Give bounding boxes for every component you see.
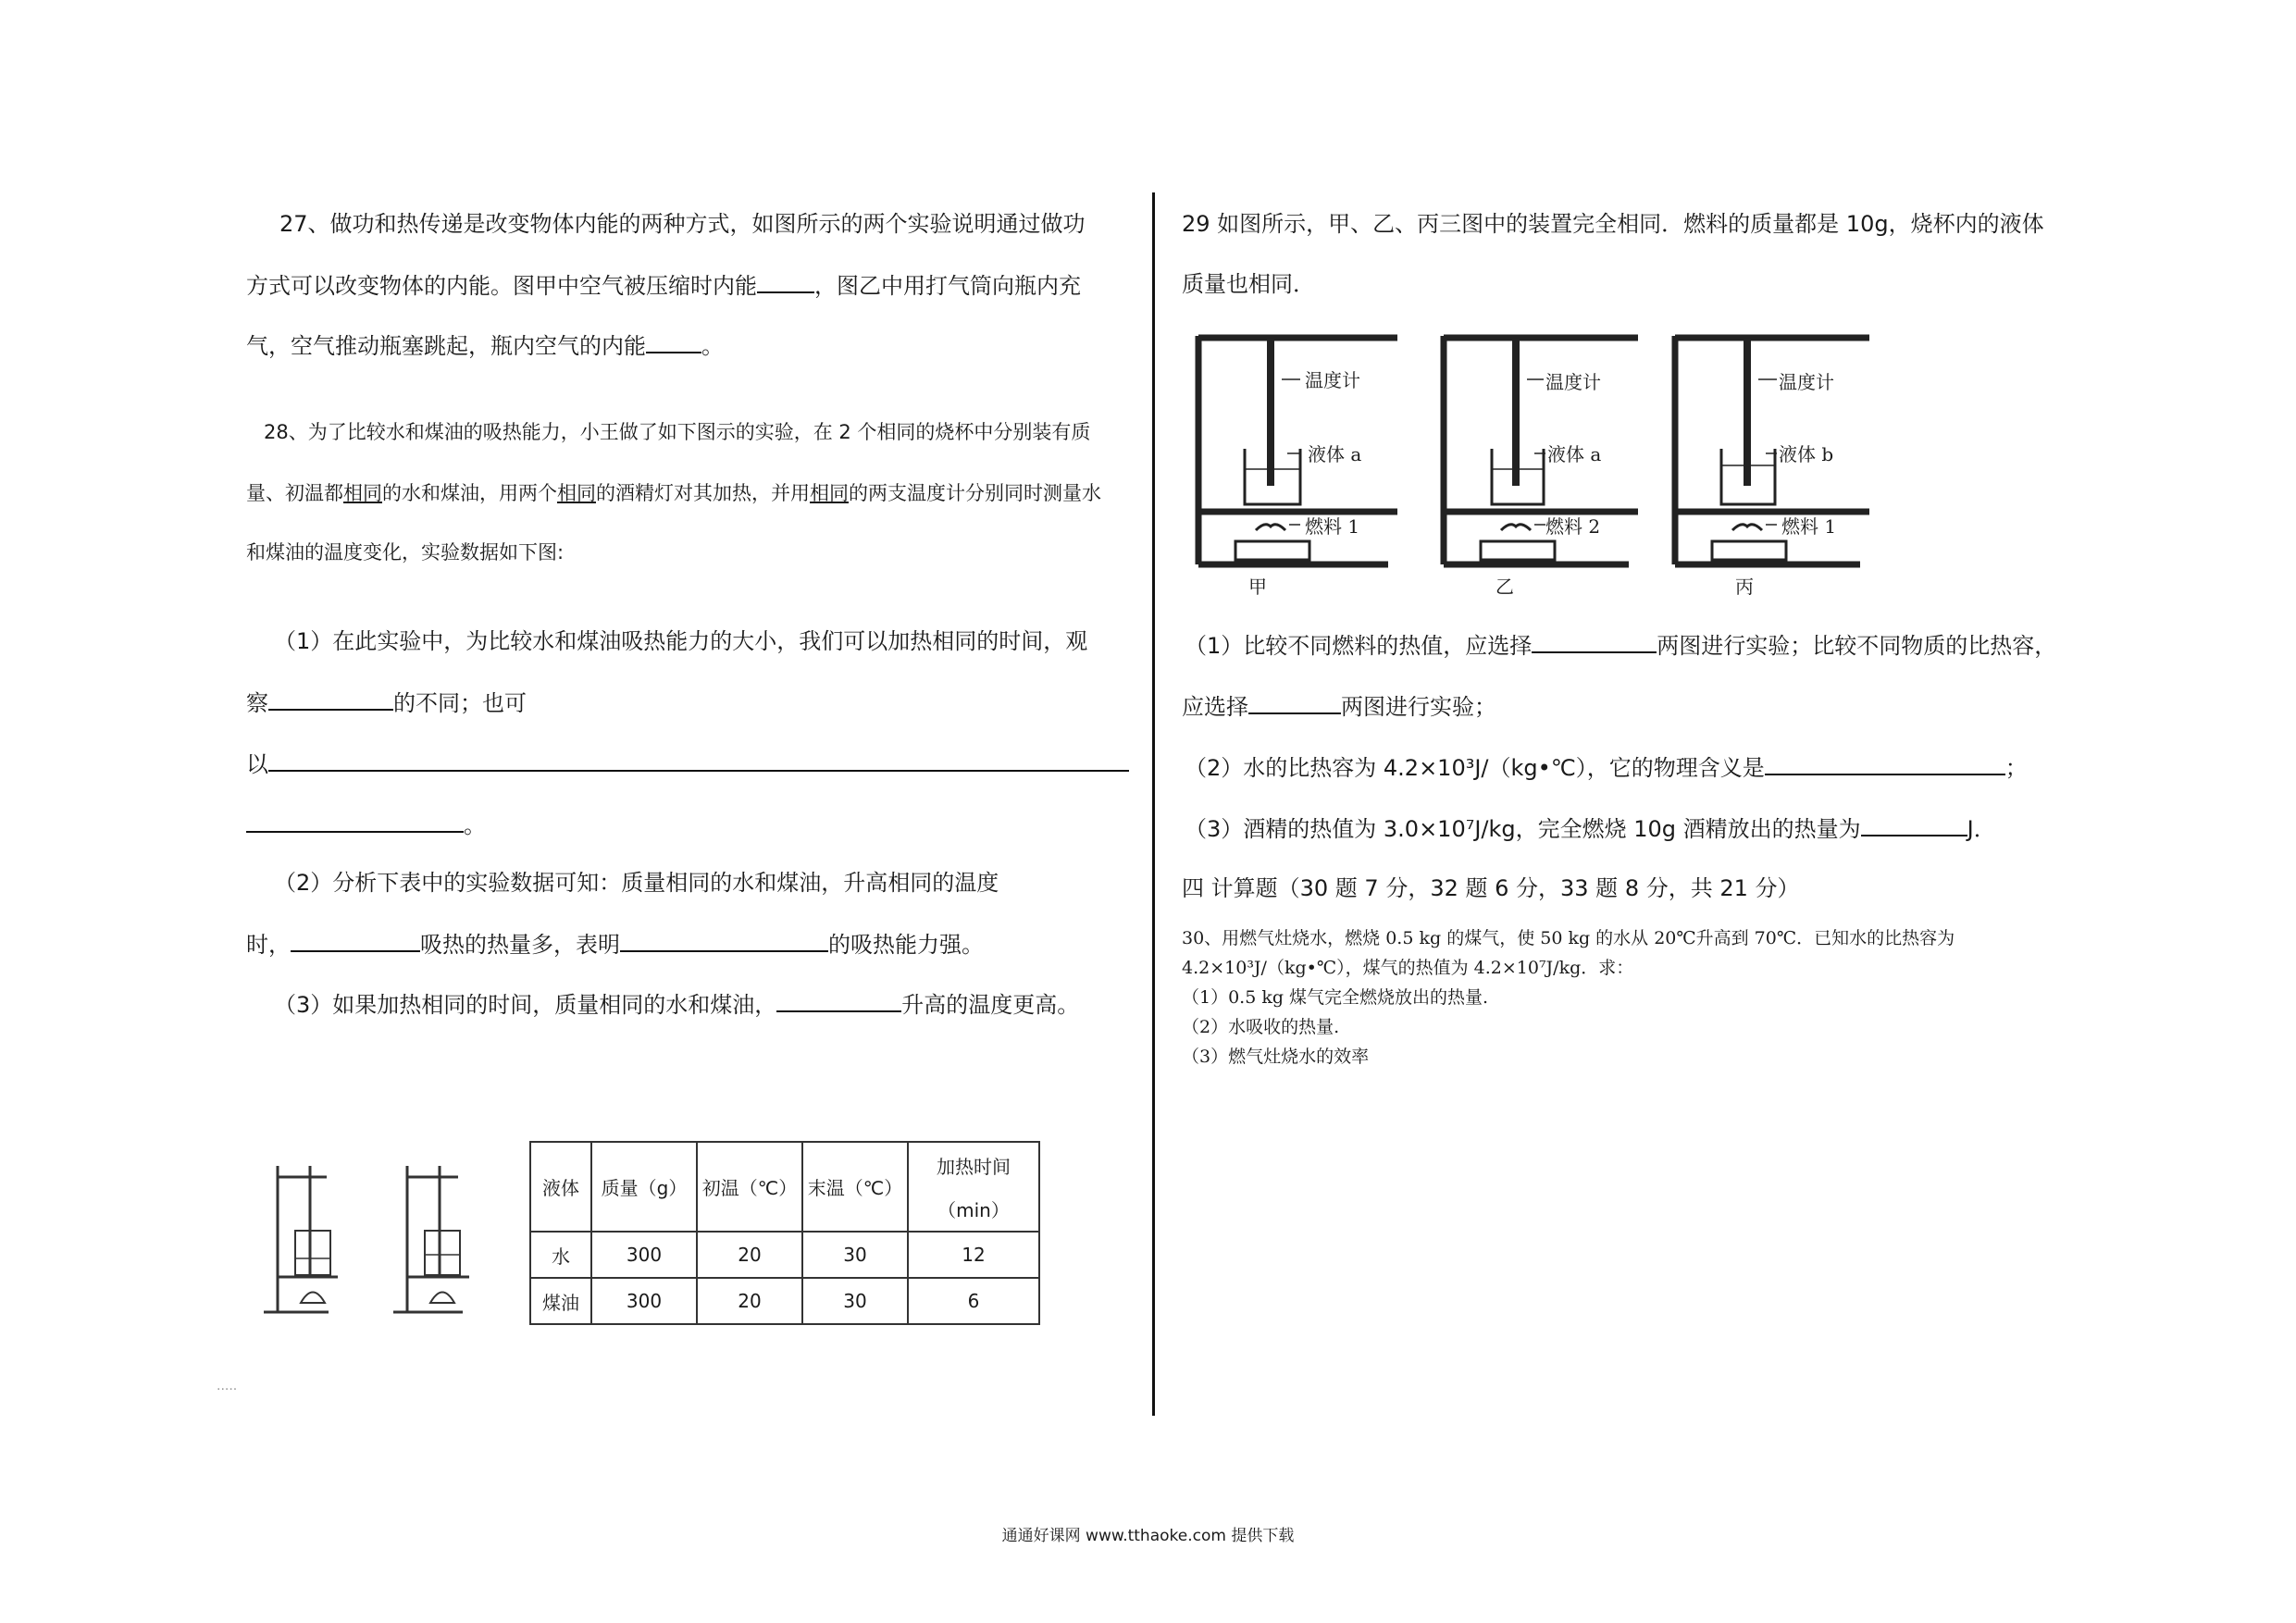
thermometer-label: 温度计 bbox=[1779, 371, 1834, 393]
apparatus-icon bbox=[1666, 328, 1888, 569]
liquid-label: 液体 a bbox=[1308, 443, 1362, 465]
figure-caption: 乙 bbox=[1496, 576, 1514, 598]
thermometer-label: 温度计 bbox=[1545, 371, 1601, 393]
q29-p1-line1: （1）比较不同燃料的热值，应选择 两图进行实验；比较不同物质的比热容， bbox=[1185, 629, 2056, 661]
q28-line1: 28、为了比较水和煤油的吸热能力，小王做了如下图示的实验，在 2 个相同的烧杯中分别装有质 bbox=[264, 421, 1091, 443]
q28-line3: 和煤油的温度变化，实验数据如下图: bbox=[246, 541, 565, 564]
table-header: 液体 bbox=[530, 1142, 591, 1232]
thermometer-label: 温度计 bbox=[1305, 369, 1360, 391]
liquid-label: 液体 a bbox=[1547, 443, 1602, 465]
answer-blank[interactable] bbox=[268, 687, 393, 711]
q28-p1-line4: 。 bbox=[246, 809, 486, 840]
q28-p3: （3）如果加热相同的时间，质量相同的水和煤油， 升高的温度更高。 bbox=[274, 988, 1079, 1020]
table-header: 末温（℃） bbox=[802, 1142, 908, 1232]
q30-line1: 30、用燃气灶烧水，燃烧 0.5 kg 的煤气，使 50 kg 的水从 20℃升高到 70℃．已知水的比热容为 bbox=[1182, 928, 1955, 948]
q28-p2-line1: （2）分析下表中的实验数据可知：质量相同的水和煤油，升高相同的温度 bbox=[274, 870, 999, 896]
q27-line1: 27、做功和热传递是改变物体内能的两种方式，如图所示的两个实验说明通过做功 bbox=[279, 211, 1086, 237]
q30-line5: （3）燃气灶烧水的效率 bbox=[1182, 1047, 1370, 1067]
table-header-row bbox=[530, 1142, 1039, 1232]
answer-blank[interactable] bbox=[1532, 629, 1657, 653]
q27-line3: 气，空气推动瓶塞跳起，瓶内空气的内能 。 bbox=[246, 329, 724, 361]
figure-caption: 甲 bbox=[1248, 576, 1267, 598]
answer-blank[interactable] bbox=[291, 928, 420, 952]
q29-line2: 质量也相同． bbox=[1182, 271, 1315, 297]
q28-p2-line2: 时， 吸热的热量多，表明 的吸热能力强。 bbox=[246, 928, 984, 960]
dot-leader: ..... bbox=[217, 1379, 238, 1394]
q27-line2: 方式可以改变物体的内能。图甲中空气被压缩时内能 ，图乙中用打气筒向瓶内充 bbox=[246, 269, 1081, 301]
q29-p2: （2）水的比热容为 4.2×10³J/（kg•℃），它的物理含义是 ； bbox=[1185, 751, 2028, 783]
q30-line3: （1）0.5 kg 煤气完全燃烧放出的热量. bbox=[1182, 987, 1489, 1008]
figure-yi bbox=[1434, 328, 1657, 606]
q28-p1-line2: 察 的不同；也可 bbox=[246, 687, 527, 718]
fuel-label: 燃料 1 bbox=[1781, 515, 1837, 538]
answer-blank[interactable] bbox=[757, 269, 814, 293]
table-row: 水 300 20 30 12 bbox=[530, 1232, 1039, 1278]
answer-blank[interactable] bbox=[646, 329, 701, 353]
table-row: 煤油 300 20 30 6 bbox=[530, 1278, 1039, 1324]
figure-bing bbox=[1666, 328, 1888, 606]
table-header: 加热时间 （min） bbox=[908, 1142, 1039, 1232]
table-header: 质量（g） bbox=[591, 1142, 697, 1232]
answer-blank[interactable] bbox=[776, 988, 901, 1012]
q28-line2: 量、初温都相同的水和煤油，用两个相同的酒精灯对其加热，并用相同的两支温度计分别同时测量水 bbox=[246, 482, 1101, 504]
q29-p1-line2: 应选择 两图进行实验； bbox=[1182, 690, 1496, 722]
q29-p3: （3）酒精的热值为 3.0×10⁷J/kg，完全燃烧 10g 酒精放出的热量为 J． bbox=[1185, 812, 1996, 844]
page-footer: 通通好课网 www.tthaoke.com 提供下载 bbox=[1001, 1527, 1295, 1545]
table-header: 初温（℃） bbox=[697, 1142, 802, 1232]
q28-p1-line1: （1）在此实验中，为比较水和煤油吸热能力的大小，我们可以加热相同的时间，观 bbox=[274, 628, 1088, 654]
data-table bbox=[529, 1141, 1040, 1325]
fuel-apparatus-figures bbox=[1180, 328, 1865, 606]
q29-line1: 29 如图所示，甲、乙、丙三图中的装置完全相同．燃料的质量都是 10g，烧杯内的液体 bbox=[1182, 211, 2044, 237]
liquid-label: 液体 b bbox=[1779, 443, 1834, 465]
answer-blank[interactable] bbox=[246, 809, 464, 833]
answer-blank[interactable] bbox=[268, 748, 1129, 772]
figure-jia bbox=[1180, 328, 1402, 606]
q30-line4: （2）水吸收的热量. bbox=[1182, 1017, 1340, 1037]
answer-blank[interactable] bbox=[1861, 812, 1967, 836]
figure-caption: 丙 bbox=[1735, 576, 1754, 598]
fuel-label: 燃料 2 bbox=[1545, 515, 1601, 538]
answer-blank[interactable] bbox=[1765, 751, 2005, 775]
answer-blank[interactable] bbox=[620, 928, 828, 952]
beaker-apparatus-figure bbox=[264, 1157, 477, 1319]
fuel-label: 燃料 1 bbox=[1305, 515, 1360, 538]
q28-p1-line3: 以 bbox=[246, 748, 1129, 779]
q30-line2: 4.2×10³J/（kg•℃），煤气的热值为 4.2×10⁷J/kg．求： bbox=[1182, 958, 1634, 978]
apparatus-icon bbox=[1180, 328, 1402, 569]
column-divider bbox=[1152, 192, 1155, 1416]
answer-blank[interactable] bbox=[1248, 690, 1341, 714]
section-4-heading: 四 计算题（30 题 7 分，32 题 6 分，33 题 8 分，共 21 分） bbox=[1182, 875, 1800, 901]
